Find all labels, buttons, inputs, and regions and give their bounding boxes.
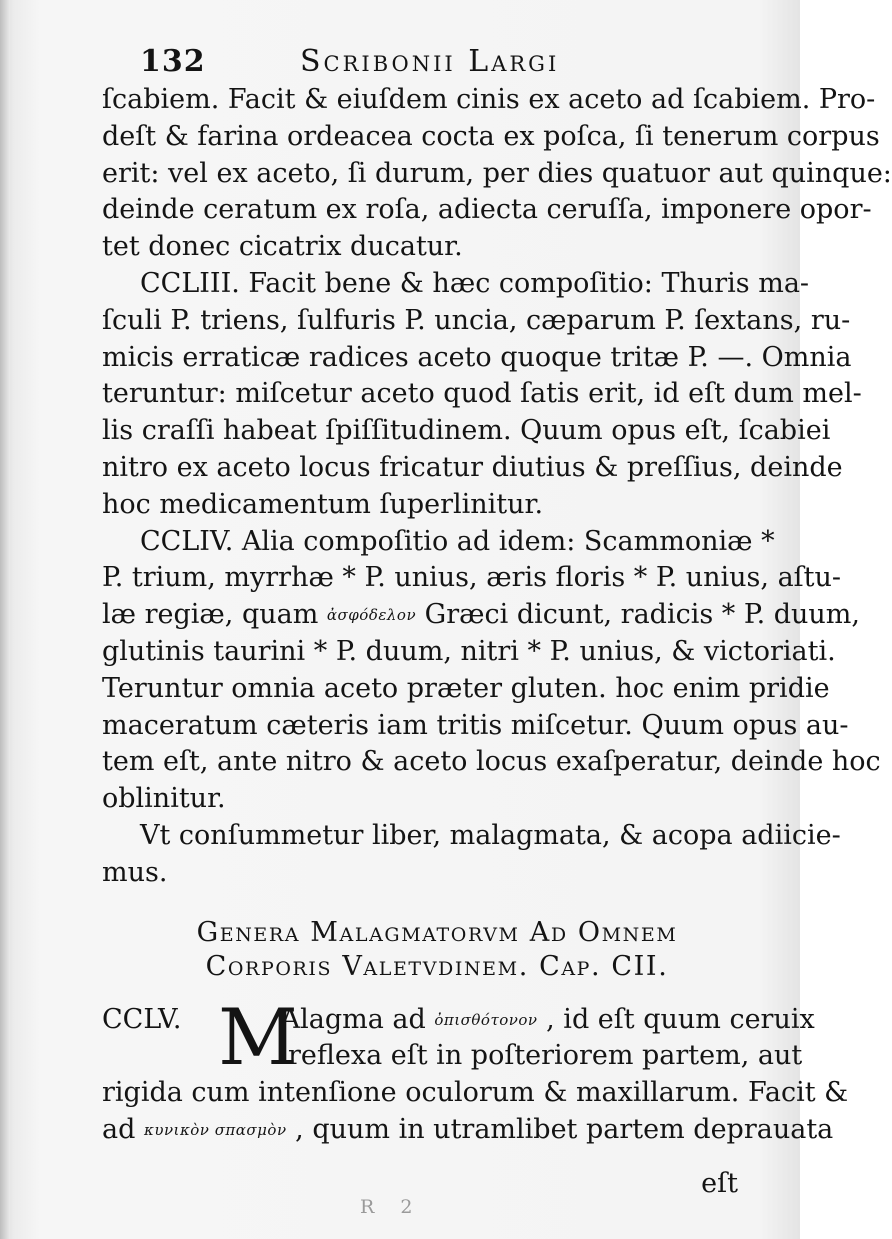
text-line: deſt & farina ordeacea cocta ex poſca, ſi tenerum corpus <box>102 120 880 152</box>
chapter-heading-line: Genera Malagmatorvm Ad Omnem <box>196 916 678 948</box>
text-line: oblinitur. <box>102 783 226 815</box>
text-line <box>102 1002 815 1039</box>
paragraph-conclusion <box>102 818 841 892</box>
text-segment: Alagma ad <box>280 1003 426 1035</box>
greek-word: κυνικὸν σπασμὸν <box>143 1121 287 1140</box>
text-line: tet donec cicatrix ducatur. <box>102 231 463 263</box>
text-line: teruntur: miſcetur aceto quod ſatis erit, id eſt dum mel- <box>102 378 862 410</box>
page-header <box>0 44 800 84</box>
text-line: hoc medicamentum ſuperlinitur. <box>102 488 544 520</box>
text-line: CCLIII. Facit bene & hæc compoſitio: Thuris ma- <box>140 267 810 299</box>
page-gutter <box>0 0 10 1239</box>
text-line: Teruntur omnia aceto præter gluten. hoc enim pridie <box>102 672 830 704</box>
drop-cap: M <box>218 992 298 1083</box>
text-line: Vt conſummetur liber, malagmata, & acopa adiicie- <box>140 819 841 851</box>
catchword: eſt <box>701 1168 738 1199</box>
chapter-heading-line: Corporis Valetvdinem. Cap. CII. <box>205 950 669 982</box>
text-line: P. trium, myrrhæ * P. unius, æris floris * P. unius, aſtu- <box>102 562 842 594</box>
greek-word: ὀπισθότονον <box>434 1010 538 1029</box>
text-segment: ad <box>102 1113 136 1145</box>
text-line: deinde ceratum ex roſa, adiecta ceruſſa, imponere opor- <box>102 194 872 226</box>
text-segment: Græci dicunt, radicis * P. duum, <box>424 599 860 631</box>
main-text <box>102 82 892 1149</box>
spacer <box>102 892 772 916</box>
text-line: nitro ex aceto locus fricatur diutius & preſſius, deinde <box>102 451 843 483</box>
page-number: 132 <box>140 44 206 79</box>
running-head: Scribonii Largi <box>300 44 560 79</box>
text-line: maceratum cæteris iam tritis miſcetur. Quum opus au- <box>102 709 849 741</box>
text-line: glutinis taurini * P. duum, nitri * P. unius, & victoriati. <box>102 635 836 667</box>
spacer <box>102 984 772 1002</box>
paragraph-number: CCLV. <box>102 1003 182 1035</box>
chapter-heading <box>102 916 772 984</box>
paragraph-ccliii <box>102 266 862 524</box>
text-line <box>102 597 860 634</box>
text-line: rigida cum intenſione oculorum & maxillarum. Facit & <box>102 1077 849 1109</box>
text-line: ſcabiem. Facit & eiuſdem cinis ex aceto ad ſcabiem. Pro- <box>102 84 876 115</box>
paragraph-cclv <box>102 992 849 1149</box>
paragraph-continuation <box>102 82 892 266</box>
text-line: lis craſſi habeat ſpiſſitudinem. Quum opus eſt, ſcabiei <box>102 415 831 447</box>
text-segment: læ regiæ, quam <box>102 599 319 631</box>
greek-word: ἀσφόδελον <box>326 606 417 625</box>
text-segment: , id eſt quum ceruix <box>546 1003 815 1035</box>
text-segment: , quum in utramlibet partem deprauata <box>295 1113 834 1145</box>
text-line: mus. <box>102 856 168 888</box>
text-line <box>102 1112 834 1149</box>
text-line: ſculi P. triens, ſulfuris P. uncia, cæparum P. ſextans, ru- <box>102 304 851 336</box>
text-line: micis erraticæ radices aceto quoque tritæ P. —. Omnia <box>102 341 852 373</box>
text-line: tem eſt, ante nitro & aceto locus exaſperatur, deinde hoc <box>102 746 881 778</box>
text-line: CCLIV. Alia compoſitio ad idem: Scammoniæ * <box>140 525 775 557</box>
paragraph-ccliv <box>102 524 881 818</box>
text-line: reflexa eſt in poſteriorem partem, aut <box>288 1040 803 1072</box>
text-line: erit: vel ex aceto, ſi durum, per dies quatuor aut quinque: <box>102 157 892 189</box>
signature-mark: R 2 <box>360 1196 423 1218</box>
